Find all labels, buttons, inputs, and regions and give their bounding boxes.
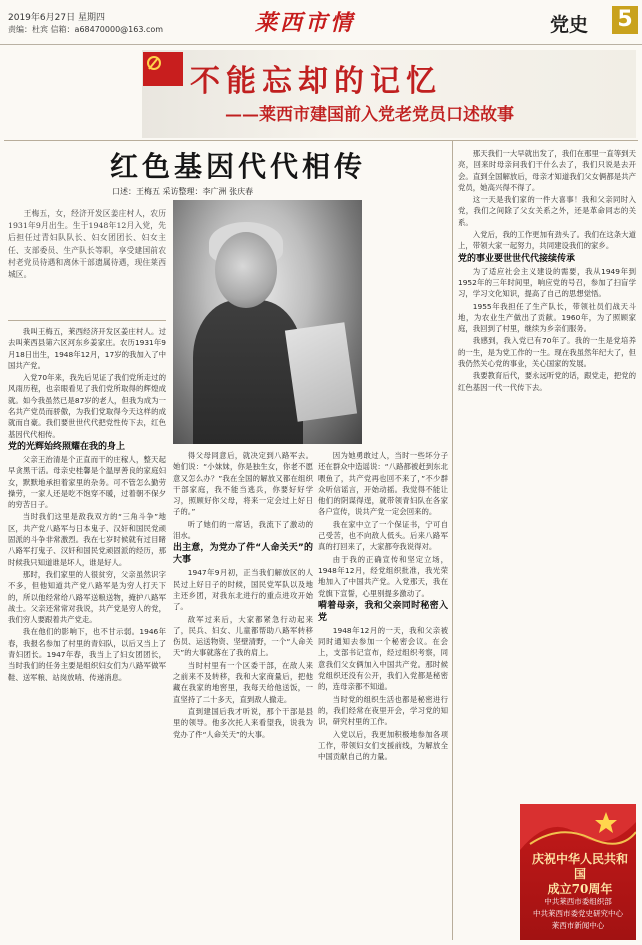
ad-org-3: 莱西市新闻中心 — [551, 921, 605, 930]
paragraph: 我叫王梅五，莱西经济开发区姜庄村人。过去叫莱西县第六区河东乡姜家庄。农历1931年9月18日出生，1948年12月，17岁的我加入了中国共产党。 — [8, 327, 166, 370]
paragraph: 我在他们的影响下，也不甘示弱。1946年春，我报名参加了村里的青妇队，以后又当上了青妇团长。1947年春，我当上了妇女团团长，当时我们的任务主要是组织妇女们为八路军做军鞋、送军粮、站岗放哨、传递消息。 — [8, 627, 166, 682]
page-number: 5 — [612, 6, 638, 34]
ad-org-2: 中共莱西市委党史研究中心 — [533, 909, 623, 918]
issue-date: 2019年6月27日 星期四 — [8, 13, 105, 23]
photo-certificate — [285, 322, 357, 421]
ad-title-line-1: 庆祝中华人民共和国 — [531, 852, 628, 881]
paragraph: 得父母同意后，就决定到八路军去。她们说：“小妹妹，你是独生女，你老不愿意又怎么办？”我在全国的解放又都在组织干部家庭，我不能当逃兵，你要好好学习，照顾好你父母，将来一定会过上好日子的。” — [173, 451, 313, 517]
article-column-2 — [173, 450, 313, 938]
banner-title: 不能忘却的记忆 — [190, 64, 442, 99]
paragraph: 敌军过来后，大家都紧急行动起来了，民兵、妇女、儿童都帮助八路军转移伤员、运送物资、坚壁清野，一个“人命关天”的大事就落在了我的肩上。 — [173, 614, 313, 658]
paragraph: 因为她勇敢过人，当时一些坏分子还在群众中造谣说：“八路都被赶到东北喂鱼了，共产党再也回不来了，”不少群众听信谣言，开始动摇。我觉得不能让他们的阴谋得逞，就带领青妇队在各家各户宣传，说共产党一定会回来的。 — [318, 451, 448, 517]
intro-text: 王梅五，女，经济开发区姜庄村人，农历1931年9月出生。生于1948年12月入党，先后担任过青妇队队长、妇女团团长、妇女主任、支部委员、生产队长等职，享受建国前农村老党员待遇和离休干部遗属待遇，现住莱西城区。 — [8, 209, 166, 280]
paragraph: 父亲王治清是个正直而干的庄稼人，整天起早贪黑干活。母亲史桂馨是个温厚善良的家庭妇女，默默地承担着家里的杂务。可不管怎么勤劳操劳，一家人还是吃不饱穿不暖，过着朝不保夕的穷苦日子。 — [8, 454, 166, 510]
subheading: 党的光辉始终照耀在我的身上 — [8, 441, 126, 452]
paragraph: 1947年9月初，正当我们解放区的人民过上好日子的时候，国民党军队以及地主还乡团，对我东北进行的重点进攻开始了。 — [173, 568, 313, 612]
article-headline: 红色基因代代相传 — [110, 150, 367, 183]
paragraph: 当时村里有一个区委干部，在敌人来之前来不及转移，我和大家商量后，把他藏在我家的地窖里，我每天给他送饭，一直坚持了二十多天，直到敌人撤走。 — [173, 660, 313, 704]
subheading: 出主意，为党办了件“人命关天”的大事 — [173, 543, 313, 566]
subheading: 党的事业要世世代代接续传承 — [458, 253, 576, 264]
masthead-logo: 莱西市情 — [255, 10, 356, 36]
divider — [8, 320, 166, 321]
paragraph: 由于我的正确宣传和坚定立场，1948年12月，经党组织批准，我光荣地加入了中国共产党。入党那天，我在党旗下宣誓，心里别提多激动了。 — [318, 554, 448, 598]
photo-figure-face — [215, 232, 277, 308]
paragraph: 当时党的组织生活也都是秘密进行的，我们经常在夜里开会，学习党的知识，研究村里的工作。 — [318, 694, 448, 727]
paragraph: 为了适应社会主义建设的需要，我从1949年到1952年的三年时间里，响应党的号召，参加了扫盲学习，学习文化知识，提高了自己的思想觉悟。 — [458, 266, 636, 299]
ad-decoration-icon — [520, 804, 636, 850]
paragraph: 那时，我们家里的人很贫穷，父亲虽然识字不多，但他知道共产党八路军是为穷人打天下的，所以他经常给八路军送粮送物，掩护八路军战士。父亲还常常对我说，共产党是穷人的党，我们穷人要跟着共产党走。 — [8, 569, 166, 625]
ad-title-line-2: 成立70周年 — [547, 882, 613, 896]
subheading: 嗬着母亲，我和父亲同时秘密入党 — [318, 600, 448, 623]
portrait-photo — [173, 200, 362, 444]
photo-figure-coat — [193, 300, 303, 444]
paragraph: 入党后，我的工作更加有劲头了。我们在这条大道上，带领大家一起努力，共同建设我们的家乡。 — [458, 230, 636, 251]
article-column-3 — [318, 450, 448, 938]
party-flag-icon — [143, 52, 183, 86]
article-column-4 — [458, 148, 636, 798]
article-column-1 — [8, 326, 166, 938]
ad-org-1: 中共莱西市委组织部 — [544, 897, 612, 906]
article-byline: 口述：王梅五 采访整理：李广洲 张庆春 — [112, 187, 254, 196]
paragraph: 当时我们这里是敌我双方的“三角斗争”地区，共产党八路军与日本鬼子、汉奸和国民党顽固派的斗争非常激烈。我在七岁时候就有过目睹八路军打鬼子、汉奸和国民党顽固派的经历，那时候我只知道谁是坏人，谁是好人。 — [8, 512, 166, 567]
paragraph: 入党70年来，我先后见证了我们党所走过的风雨历程，也亲眼看见了我们党所取得的辉煌成就。如今我虽然已是87岁的老人，但我为成为一名共产党员而骄傲，为我们党取得今天这样的成就而自豪。我们要世世代代把党性传下去，红色基因代代相传。 — [8, 373, 166, 439]
paragraph: 入党以后，我更加积极地参加各项工作，带领妇女们支援前线，为解放全中国贡献自己的力量。 — [318, 729, 448, 762]
paragraph: 直到建国后我才听说，那个干部是县里的领导。他多次托人来看望我，说我为党办了件“人命关天”的大事。 — [173, 706, 313, 739]
divider — [4, 140, 638, 141]
column-divider — [452, 140, 453, 940]
paragraph: 听了她们的一席话，我流下了激动的泪水。 — [173, 519, 313, 541]
section-name: 党史 — [550, 14, 589, 36]
paragraph: 1948年12月的一天，我和父亲被同时通知去参加一个秘密会议。在会上，支部书记宣布，经过组织考察，同意我们父女俩加入中国共产党。那时候党组织还没有公开，我们入党都是秘密的，连母亲都不知道。 — [318, 625, 448, 692]
ad-title — [530, 852, 630, 897]
editor-info: 责编：杜宾 信箱：a68470000@163.com — [8, 25, 164, 34]
banner-subtitle: ——莱西市建国前入党老党员口述故事 — [225, 105, 514, 125]
paragraph: 我感到，我入党已有70年了。我的一生是党培养的一生，是为党工作的一生。现在我虽然年纪大了，但我仍然关心党的事业，关心国家的发展。 — [458, 336, 636, 369]
paragraph: 那天我们一大早就出发了，我们在那里一直等到天亮，回来时母亲问我们干什么去了，我们只说是去开会。直到全国解放后，母亲才知道我们父女俩都是共产党员，她高兴得不得了。 — [458, 149, 636, 192]
paragraph: 我要教育后代，要永远听党的话，跟党走，把党的红色基因一代一代传下去。 — [458, 371, 636, 392]
paragraph: 我在家中立了一个保证书，宁可自己受苦，也不向敌人低头。后来八路军真的打回来了，大家都夸我说得对。 — [318, 519, 448, 552]
paragraph: 这一天是我们家的一件大喜事！我和父亲同时入党，我们之间除了父女关系之外，还是革命同志的关系。 — [458, 195, 636, 227]
article-intro — [8, 208, 166, 316]
paragraph: 1955年我担任了生产队长，带领社员们战天斗地，为农业生产做出了贡献。1960年，为了照顾家庭，我回到了村里，继续为乡亲们服务。 — [458, 301, 636, 334]
